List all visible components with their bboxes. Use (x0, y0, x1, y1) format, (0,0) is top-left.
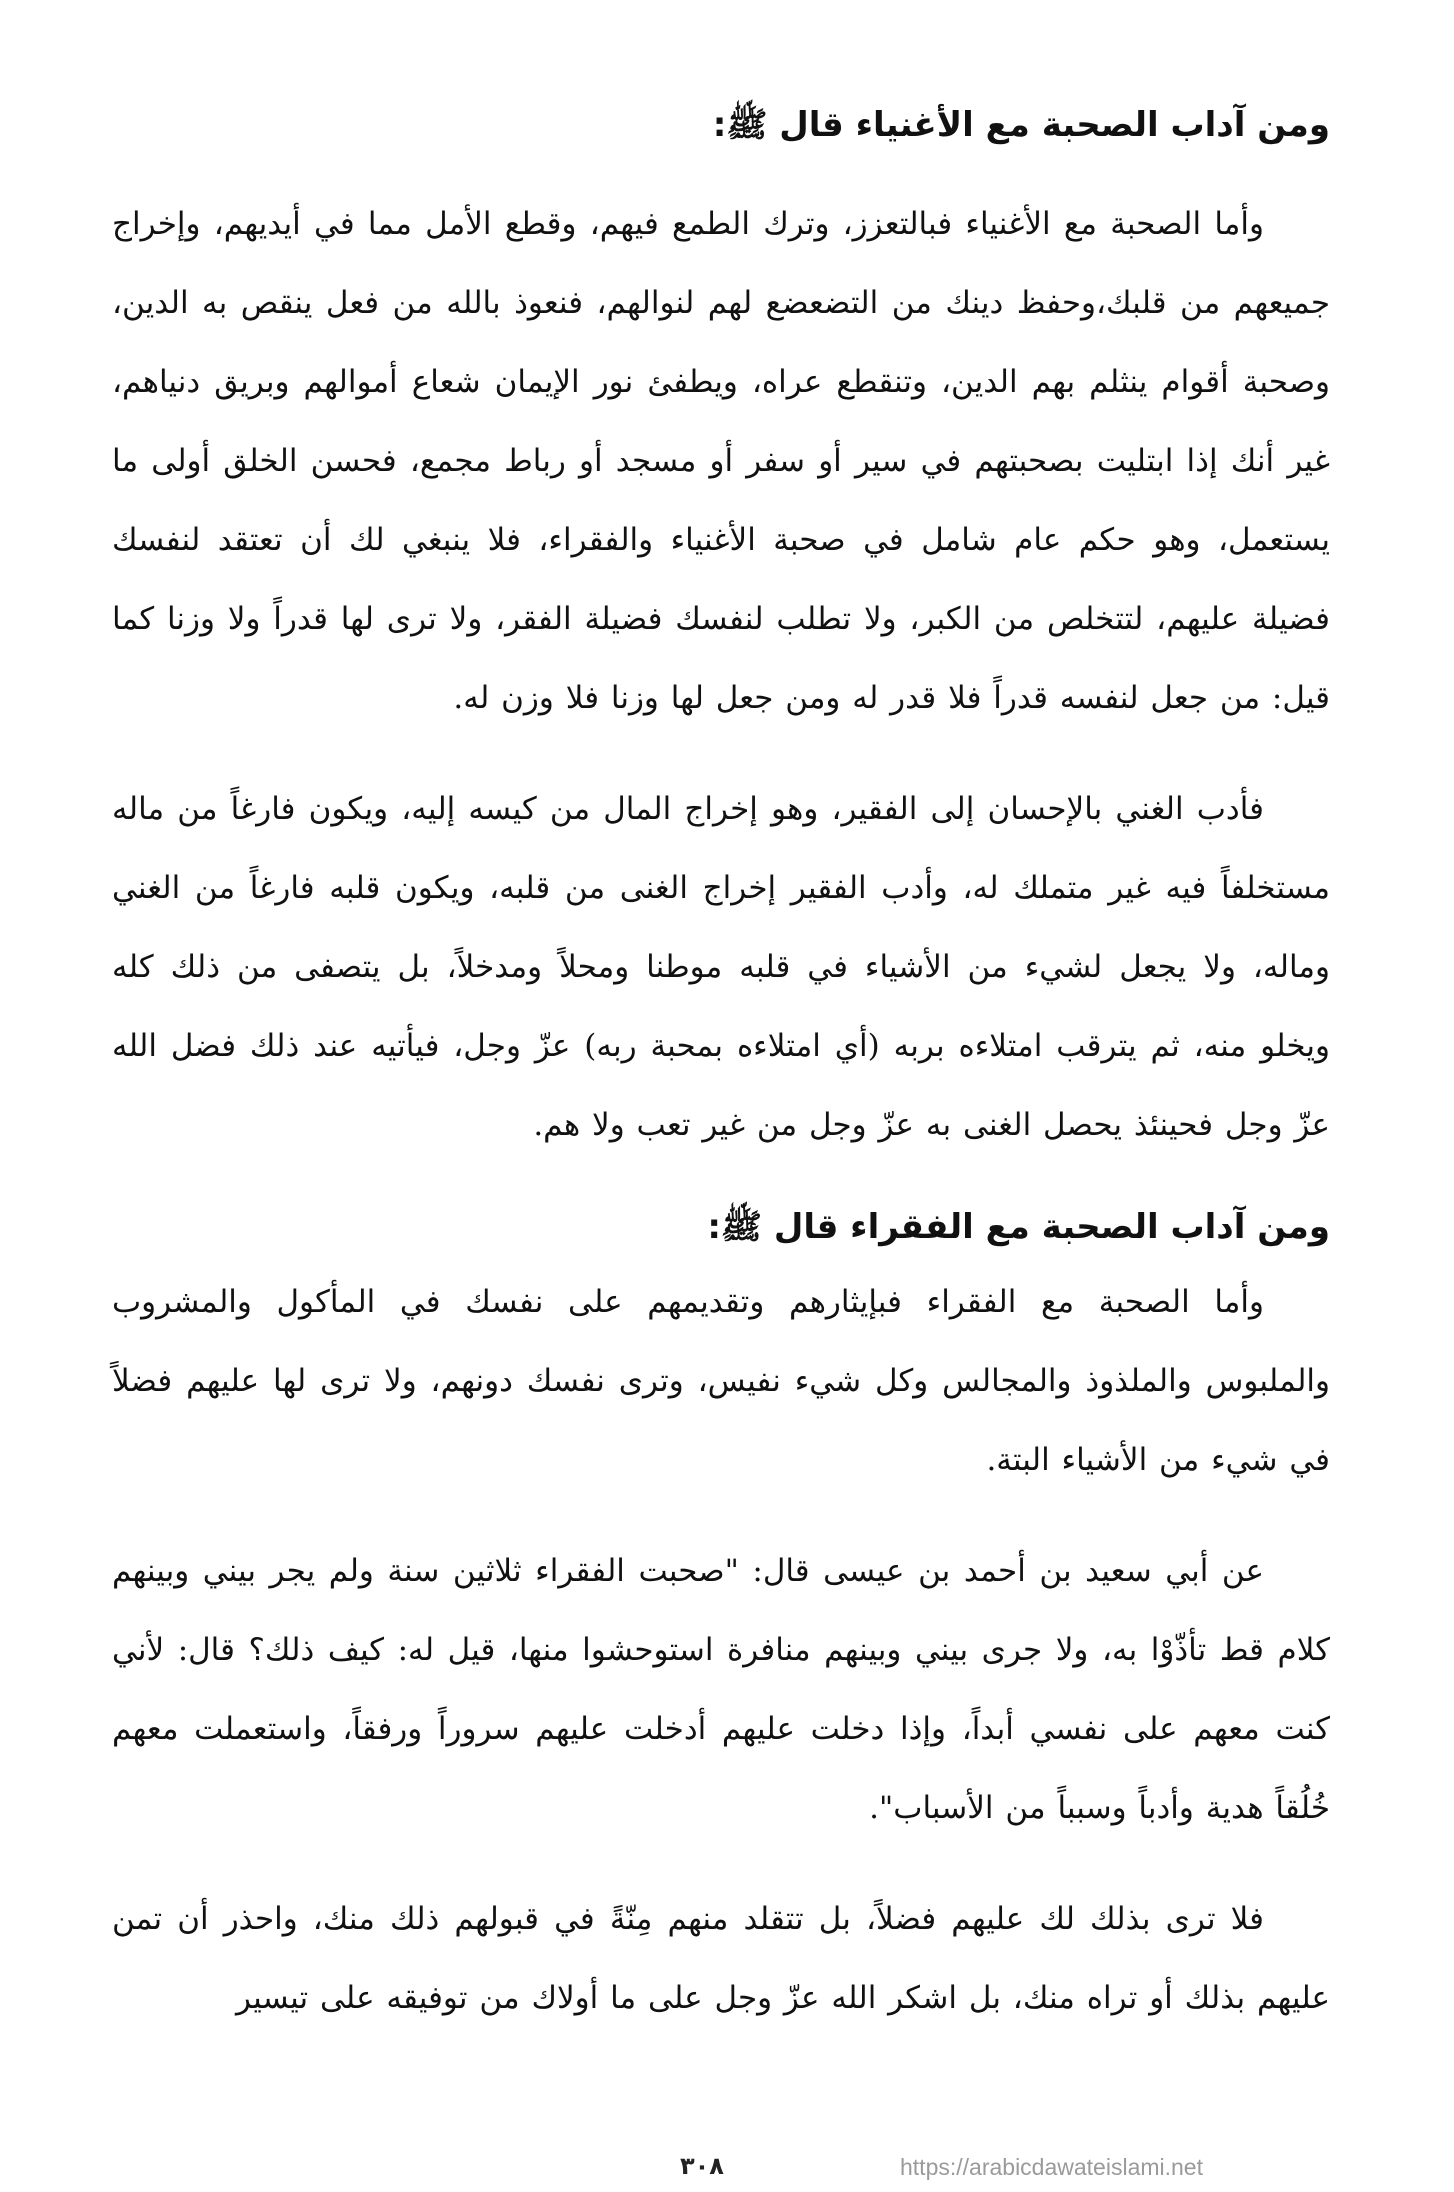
paragraph-1: وأما الصحبة مع الأغنياء فبالتعزز، وترك الطمع فيهم، وقطع الأمل مما في أيديهم، وإخراج جميعهم من قلبك،وحفظ دينك من التضعضع لهم لنوالهم، فنعوذ بالله من فعل ينقص به الدين، وصحبة أقوام ينثلم بهم الدين، وتنقطع عراه، ويطفئ نور الإيمان شعاع أموالهم وبريق دنياهم، غير أنك إذا ابتليت بصحبتهم في سير أو سفر أو مسجد أو رباط مجمع، فحسن الخلق أولى ما يستعمل، وهو حكم عام شامل في صحبة الأغنياء والفقراء، فلا ينبغي لك أن تعتقد لنفسك فضيلة عليهم، لتتخلص من الكبر، ولا تطلب لنفسك فضيلة الفقر، ولا ترى لها قدراً ولا وزنا كما قيل: من جعل لنفسه قدراً فلا قدر له ومن جعل لها وزنا فلا وزن له. (112, 206, 1330, 716)
section-heading-poor: ومن آداب الصحبة مع الفقراء قال ﷺ: (707, 1207, 1330, 1247)
paragraph-5: فلا ترى بذلك لك عليهم فضلاً، بل تتقلد منهم مِنّةً في قبولهم ذلك منك، واحذر أن تمن عليهم بذلك أو تراه منك، بل اشكر الله عزّ وجل على ما أولاك من توفيقه على تيسير (112, 1901, 1330, 2016)
paragraph-4: عن أبي سعيد بن أحمد بن عيسى قال: "صحبت الفقراء ثلاثين سنة ولم يجر بيني وبينهم كلام قط تأذّوْا به، ولا جرى بيني وبينهم منافرة استوحشوا منها، قيل له: كيف ذلك؟ قال: لأني كنت معهم على نفسي أبداً، وإذا دخلت عليهم أدخلت عليهم سروراً ورفقاً، واستعملت معهم خُلُقاً هدية وأدباً وسبباً من الأسباب". (112, 1553, 1330, 1826)
page-footer (0, 2152, 1454, 2192)
page-content (112, 95, 1330, 2070)
watermark-url: https://arabicdawateislami.net (900, 2154, 1203, 2180)
section-heading-rich: ومن آداب الصحبة مع الأغنياء قال ﷺ: (712, 105, 1330, 145)
paragraph-2: فأدب الغني بالإحسان إلى الفقير، وهو إخراج المال من كيسه إليه، ويكون فارغاً من ماله مستخلفاً فيه غير متملك له، وأدب الفقير إخراج الغنى من قلبه، ويكون قلبه فارغاً من الغني وماله، ولا يجعل لشيء من الأشياء في قلبه موطنا ومحلاً ومدخلاً، بل يتصفى من ذلك كله ويخلو منه، ثم يترقب امتلاءه بربه (أي امتلاءه بمحبة ربه) عزّ وجل، فيأتيه عند ذلك فضل الله عزّ وجل فحينئذ يحصل الغنى به عزّ وجل من غير تعب ولا هم. (112, 791, 1330, 1143)
page-number: ٣٠٨ (680, 2152, 724, 2180)
paragraph-3: وأما الصحبة مع الفقراء فبإيثارهم وتقديمهم على نفسك في المأكول والمشروب والملبوس والملذوذ والمجالس وكل شيء نفيس، وترى نفسك دونهم، ولا ترى لها عليهم فضلاً في شيء من الأشياء البتة. (112, 1284, 1330, 1478)
